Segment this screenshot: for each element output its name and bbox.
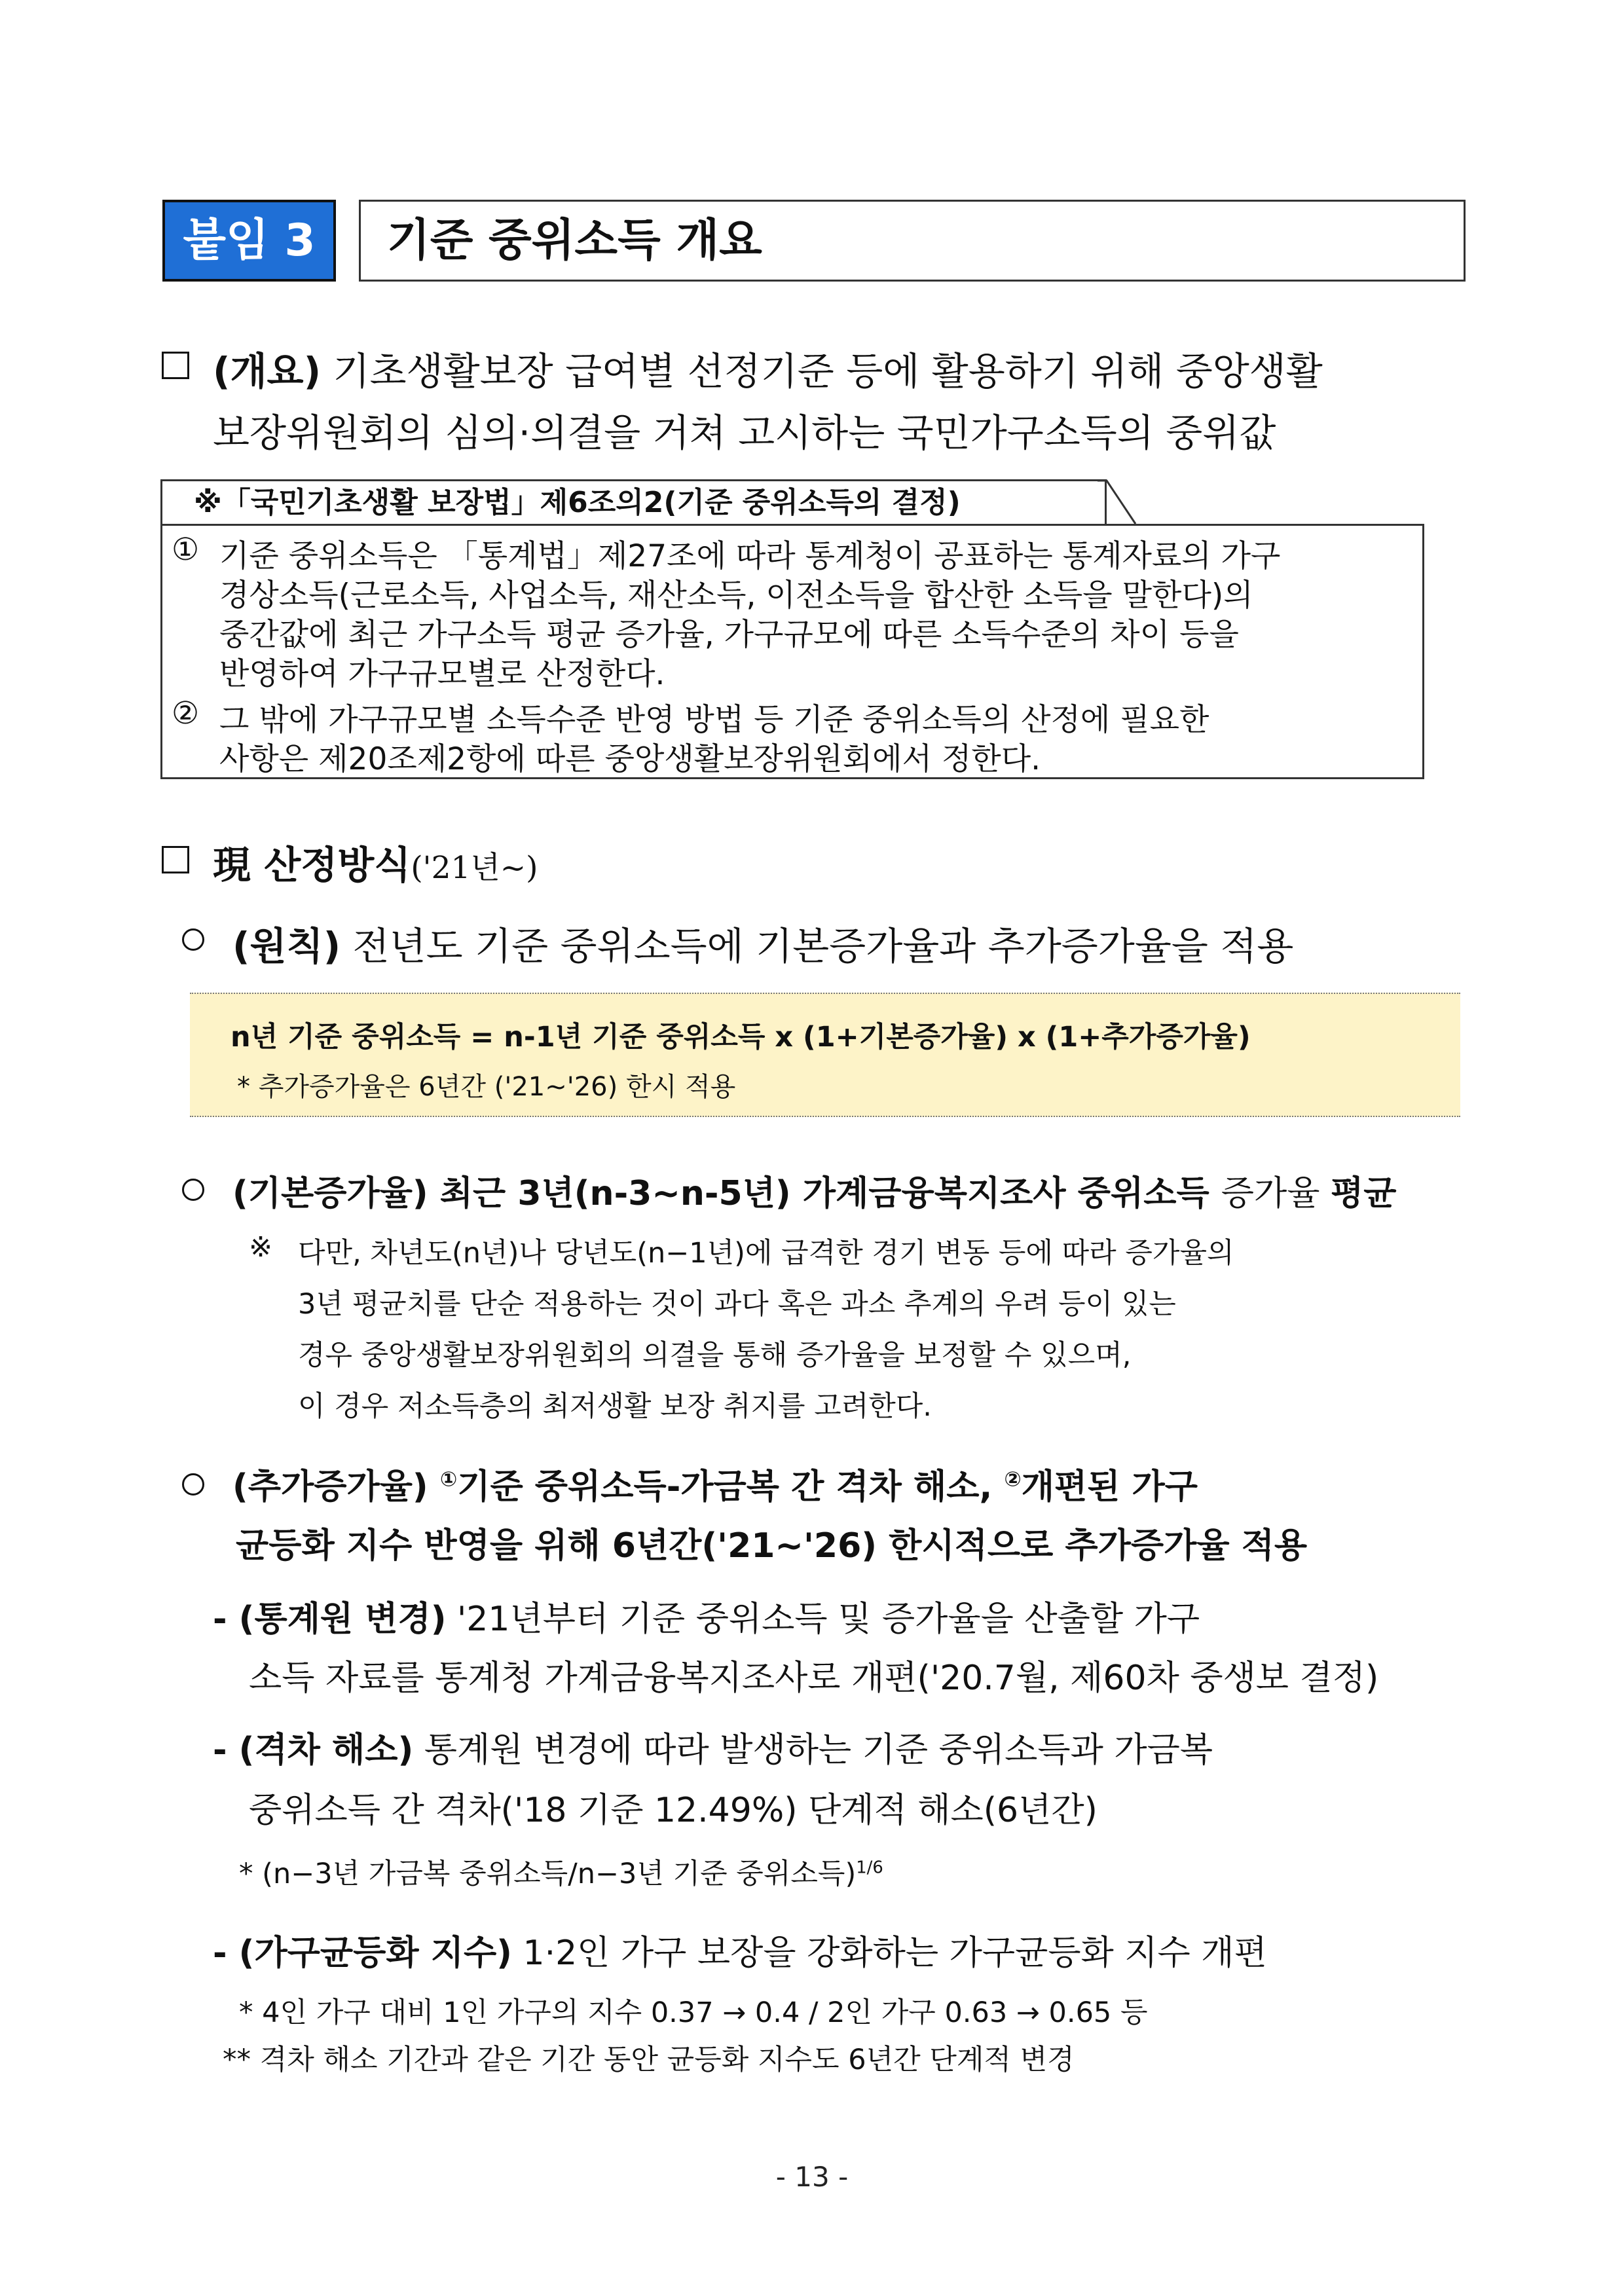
method-heading bbox=[213, 834, 538, 889]
law-item1-line: 기준 중위소득은 「통계법」제27조에 따라 통계청이 공표하는 통계자료의 가구 bbox=[219, 538, 1281, 574]
stat-change-line-2: 소득 자료를 통계청 가계금융복지조사로 개편('20.7월, 제60차 중생보 결정) bbox=[249, 1659, 1379, 1698]
gap-note-text: * (n−3년 가금복 중위소득/n−3년 기준 중위소득) bbox=[239, 1858, 857, 1890]
equiv-note-1: * 4인 가구 대비 1인 가구의 지수 0.37 → 0.4 / 2인 가구 0.63 → 0.65 등 bbox=[239, 1996, 1148, 2029]
gap-note-sup: 1/6 bbox=[856, 1858, 883, 1878]
note-line: 이 경우 저소득층의 최저생활 보장 취지를 고려한다. bbox=[298, 1390, 932, 1423]
add-growth-sup1: ① bbox=[439, 1467, 458, 1492]
stat-change-label: - (통계원 변경) bbox=[213, 1600, 447, 1639]
law-item1-num: ① bbox=[172, 532, 200, 568]
law-item2-line: 그 밖에 가구규모별 소득수준 반영 방법 등 기준 중위소득의 산정에 필요한 bbox=[219, 702, 1209, 738]
gap-text1: 통계원 변경에 따라 발생하는 기준 중위소득과 가금복 bbox=[413, 1731, 1213, 1770]
base-growth-label: (기본증가율) bbox=[232, 1174, 428, 1213]
equiv-line bbox=[213, 1925, 1267, 1974]
formula-text: n년 기준 중위소득 = n-1년 기준 중위소득 x (1+기본증가율) x (1+추가증가율) bbox=[231, 1021, 1251, 1054]
law-tab: ※「국민기초생활 보장법」제6조의2(기준 중위소득의 결정) bbox=[160, 479, 1107, 524]
note-line: 경우 중앙생활보장위원회의 의결을 통해 증가율을 보정할 수 있으며, bbox=[298, 1339, 1132, 1372]
note-mark: ※ bbox=[249, 1231, 273, 1264]
overview-label: (개요) bbox=[213, 349, 322, 394]
base-growth-line bbox=[232, 1166, 1397, 1215]
stat-change-text1: '21년부터 기준 중위소득 및 증가율을 산출할 가구 bbox=[446, 1600, 1200, 1639]
gap-line-1 bbox=[213, 1722, 1213, 1771]
add-growth-label: (추가증가율) bbox=[232, 1467, 428, 1507]
bullet-circle-icon bbox=[182, 928, 204, 951]
bullet-circle-icon bbox=[182, 1473, 204, 1496]
bullet-circle-icon bbox=[182, 1179, 204, 1201]
attachment-badge: 붙임 3 bbox=[162, 200, 336, 282]
base-growth-avg: 평균 bbox=[1331, 1174, 1397, 1213]
gap-line-2: 중위소득 간 격차('18 기준 12.49%) 단계적 해소(6년간) bbox=[249, 1791, 1098, 1830]
stat-change-line-1 bbox=[213, 1591, 1200, 1640]
law-item1-line: 반영하여 가구규모별로 산정한다. bbox=[219, 656, 665, 692]
law-item2-line: 사항은 제20조제2항에 따른 중앙생활보장위원회에서 정한다. bbox=[219, 741, 1041, 777]
equiv-label: - (가구균등화 지수) bbox=[213, 1934, 512, 1973]
formula-note: * 추가증가율은 6년간 ('21~'26) 한시 적용 bbox=[237, 1072, 736, 1102]
principle-text: 전년도 기준 중위소득에 기본증가율과 추가증가율을 적용 bbox=[341, 924, 1294, 968]
law-tab-corner bbox=[1098, 479, 1137, 525]
gap-note bbox=[239, 1852, 883, 1892]
checkbox-square-icon bbox=[162, 352, 189, 379]
law-item1-line: 중간값에 최근 가구소득 평균 증가율, 가구규모에 따른 소득수준의 차이 등을 bbox=[219, 617, 1239, 653]
base-growth-text-plain: 증가율 bbox=[1221, 1174, 1331, 1213]
overview-text-1: 기초생활보장 급여별 선정기준 등에 활용하기 위해 중앙생활 bbox=[321, 349, 1323, 394]
method-heading-text: 現 산정방식 bbox=[213, 843, 411, 887]
law-item2-num: ② bbox=[172, 695, 200, 731]
note-line: 다만, 차년도(n년)나 당년도(n−1년)에 급격한 경기 변동 등에 따라 증가율의 bbox=[298, 1237, 1234, 1270]
principle-label: (원칙) bbox=[232, 924, 341, 968]
add-growth-line-1 bbox=[232, 1459, 1198, 1508]
add-growth-text2: 개편된 가구 bbox=[1021, 1467, 1198, 1507]
principle-line bbox=[232, 915, 1293, 970]
equiv-text: 1·2인 가구 보장을 강화하는 가구균등화 지수 개편 bbox=[511, 1934, 1267, 1973]
gap-label: - (격차 해소) bbox=[213, 1731, 414, 1770]
overview-line-1 bbox=[213, 340, 1323, 395]
add-growth-line-2: 균등화 지수 반영을 위해 6년간('21~'26) 한시적으로 추가증가율 적용 bbox=[236, 1526, 1308, 1566]
overview-line-2: 보장위원회의 심의·의결을 거쳐 고시하는 국민가구소득의 중위값 bbox=[213, 411, 1276, 455]
add-growth-text1: 기준 중위소득-가금복 간 격차 해소, bbox=[457, 1467, 1005, 1507]
law-item1-line: 경상소득(근로소득, 사업소득, 재산소득, 이전소득을 합산한 소득을 말한다)의 bbox=[219, 578, 1253, 614]
page-title: 기준 중위소득 개요 bbox=[359, 200, 1466, 282]
equiv-note-2: ** 격차 해소 기간과 같은 기간 동안 균등화 지수도 6년간 단계적 변경 bbox=[223, 2044, 1075, 2076]
method-heading-suffix: ('21년~) bbox=[411, 850, 538, 886]
base-growth-text: 최근 3년(n-3~n-5년) 가계금융복지조사 중위소득 bbox=[428, 1174, 1221, 1213]
page-number: - 13 - bbox=[775, 2161, 849, 2193]
add-growth-sup2: ② bbox=[1004, 1467, 1022, 1492]
note-line: 3년 평균치를 단순 적용하는 것이 과다 혹은 과소 추계의 우려 등이 있는 bbox=[298, 1288, 1176, 1321]
checkbox-square-icon bbox=[162, 846, 189, 873]
